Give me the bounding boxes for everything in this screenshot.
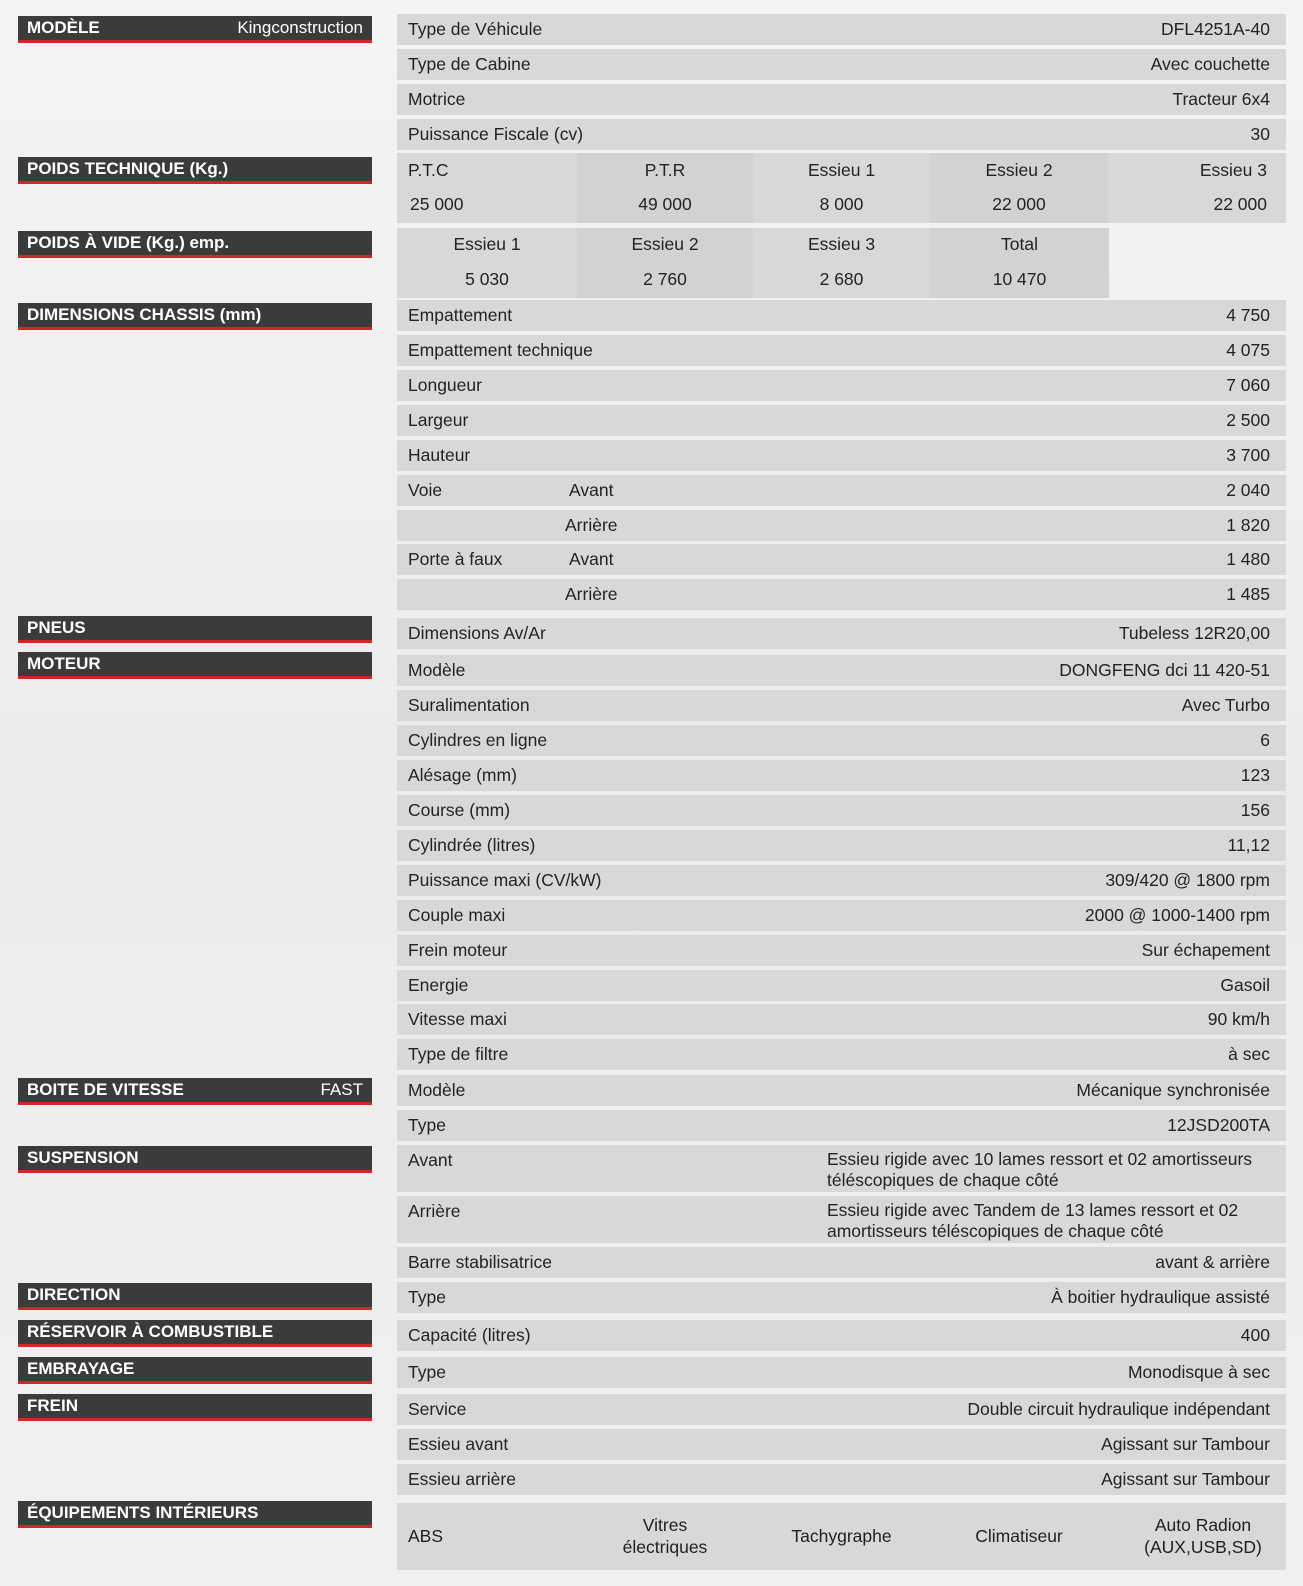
section-header-poids-vide (18, 231, 372, 258)
table-column (930, 228, 1109, 298)
column-header: Essieu 3 (807, 234, 876, 254)
equipment-item (408, 1525, 443, 1547)
spec-label: Energie (408, 975, 469, 995)
spec-value: 156 (1240, 800, 1270, 820)
spec-row (397, 119, 1286, 150)
spec-row (397, 1429, 1286, 1460)
section-title: DIRECTION (27, 1285, 121, 1304)
spec-value: 3 700 (1226, 445, 1270, 465)
section-title: RÉSERVOIR À COMBUSTIBLE (27, 1322, 274, 1341)
spec-value: 7 060 (1226, 375, 1270, 395)
spec-row (397, 900, 1286, 931)
spec-value: Gasoil (1220, 975, 1270, 995)
spec-row-voie-arriere (397, 510, 1286, 541)
spec-value: 400 (1240, 1325, 1270, 1345)
equipements-table (397, 1503, 1286, 1570)
spec-row-voie-avant (397, 475, 1286, 506)
spec-row (397, 725, 1286, 756)
column-value: 2 680 (819, 269, 864, 289)
spec-value: 2 040 (1226, 480, 1270, 500)
spec-label: Type de Cabine (408, 54, 531, 74)
spec-label: Type (408, 1362, 446, 1382)
section-title: SUSPENSION (27, 1148, 139, 1167)
spec-value: Agissant sur Tambour (1101, 1434, 1270, 1454)
section-header-embrayage (18, 1357, 372, 1384)
spec-label: Puissance maxi (CV/kW) (408, 870, 602, 890)
table-column (753, 153, 930, 223)
spec-value: à sec (1228, 1044, 1270, 1064)
spec-row (397, 84, 1286, 115)
equipment-item (930, 1525, 1108, 1547)
spec-label: Modèle (408, 1080, 466, 1100)
spec-label: Longueur (408, 375, 482, 395)
spec-value: avant & arrière (1155, 1252, 1270, 1272)
spec-label: Couple maxi (408, 905, 506, 925)
poids-technique-table (397, 153, 1286, 223)
spec-value: 6 (1260, 730, 1270, 750)
equipment-line: électriques (622, 1537, 708, 1557)
spec-label: Essieu arrière (408, 1469, 516, 1489)
spec-row (397, 49, 1286, 80)
spec-value: Tubeless 12R20,00 (1118, 623, 1270, 643)
spec-label: Type de Véhicule (408, 19, 543, 39)
spec-value: Tracteur 6x4 (1172, 89, 1270, 109)
spec-value: DFL4251A-40 (1161, 19, 1270, 39)
column-header: Essieu 1 (453, 234, 521, 254)
section-title: POIDS TECHNIQUE (Kg.) (27, 159, 229, 178)
spec-value: Avec Turbo (1181, 695, 1270, 715)
column-value: 22 000 (992, 194, 1046, 214)
column-value: 25 000 (410, 194, 464, 214)
spec-row (397, 655, 1286, 686)
spec-value: Avec couchette (1150, 54, 1270, 74)
column-value: 22 000 (1213, 194, 1267, 214)
section-header-moteur (18, 652, 372, 679)
spec-value: 4 075 (1226, 340, 1270, 360)
column-value: 10 470 (992, 269, 1047, 289)
section-title: DIMENSIONS CHASSIS (mm) (27, 305, 262, 324)
spec-value: Double circuit hydraulique indépendant (967, 1399, 1270, 1419)
equipment-line: Climatiseur (975, 1526, 1063, 1546)
spec-value: 309/420 @ 1800 rpm (1105, 870, 1270, 890)
spec-label: Cylindres en ligne (408, 730, 548, 750)
column-header: Total (1001, 234, 1038, 254)
column-value: 2 760 (643, 269, 687, 289)
spec-row (397, 690, 1286, 721)
spec-label: Vitesse maxi (408, 1009, 507, 1029)
section-title: BOITE DE VITESSE (27, 1080, 184, 1099)
column-header: Essieu 1 (807, 160, 876, 180)
spec-row (397, 1464, 1286, 1495)
spec-label: Suralimentation (408, 695, 530, 715)
section-title: PNEUS (27, 618, 86, 637)
spec-label: Cylindrée (litres) (408, 835, 536, 855)
table-column (577, 228, 753, 298)
spec-row (397, 14, 1286, 45)
spec-row (397, 1039, 1286, 1070)
spec-value: 1 485 (1226, 584, 1270, 604)
section-value: FAST (320, 1080, 363, 1099)
spec-label: Frein moteur (408, 940, 508, 960)
spec-row (397, 1357, 1286, 1388)
spec-label: Barre stabilisatrice (408, 1252, 552, 1272)
column-header: Essieu 2 (631, 234, 699, 254)
spec-value: 123 (1240, 765, 1270, 785)
table-column (930, 153, 1108, 223)
spec-value: 30 (1250, 124, 1270, 144)
spec-value: Sur échapement (1141, 940, 1270, 960)
section-header-suspension (18, 1146, 372, 1173)
spec-label: Type de filtre (408, 1044, 509, 1064)
spec-label: Type (408, 1287, 446, 1307)
spec-sublabel: Arrière (565, 515, 618, 535)
spec-sublabel: Avant (569, 480, 614, 500)
section-title: MODÈLE (27, 18, 100, 37)
equipment-item (577, 1514, 753, 1558)
section-header-reservoir (18, 1320, 372, 1347)
spec-value: 2000 @ 1000-1400 rpm (1084, 905, 1270, 925)
equipment-item (753, 1525, 930, 1547)
spec-row (397, 1394, 1286, 1425)
table-column (753, 228, 930, 298)
column-value: 49 000 (638, 194, 692, 214)
spec-label: Puissance Fiscale (cv) (408, 124, 584, 144)
spec-label: Motrice (408, 89, 466, 109)
table-column (1108, 153, 1286, 223)
section-header-dimensions (18, 303, 372, 330)
spec-label: Type (408, 1115, 446, 1135)
spec-row-suspension-avant (397, 1145, 1286, 1192)
column-header: P.T.C (408, 160, 449, 180)
spec-row (397, 335, 1286, 366)
spec-row (397, 440, 1286, 471)
spec-row (397, 300, 1286, 331)
spec-row (397, 830, 1286, 861)
section-header-pneus (18, 616, 372, 643)
equipment-line: Vitres (642, 1515, 688, 1535)
column-value: 5 030 (465, 269, 509, 289)
section-header-direction (18, 1283, 372, 1310)
spec-label: Modèle (408, 660, 466, 680)
spec-row-suspension-arriere (397, 1196, 1286, 1243)
spec-label: Largeur (408, 410, 469, 430)
spec-value: DONGFENG dci 11 420-51 (1059, 660, 1270, 680)
spec-value: 11,12 (1227, 835, 1270, 855)
spec-value: Mécanique synchronisée (1076, 1080, 1270, 1100)
spec-label: Empattement technique (408, 340, 593, 360)
spec-value: 2 500 (1226, 410, 1270, 430)
equipment-line: Auto Radion (1154, 1515, 1252, 1535)
spec-row (397, 1075, 1286, 1106)
spec-label: Porte à faux (408, 549, 503, 569)
spec-row (397, 370, 1286, 401)
spec-row (397, 405, 1286, 436)
spec-row (397, 760, 1286, 791)
section-title: EMBRAYAGE (27, 1359, 135, 1378)
spec-sublabel: Avant (569, 549, 614, 569)
column-header: P.T.R (644, 160, 686, 180)
spec-value: 90 km/h (1207, 1009, 1270, 1029)
table-column (577, 153, 753, 223)
section-header-frein (18, 1394, 372, 1421)
spec-row (397, 795, 1286, 826)
spec-value: À boitier hydraulique assisté (1051, 1287, 1270, 1307)
spec-label: Arrière (408, 1201, 461, 1221)
spec-row (397, 865, 1286, 896)
spec-value: 4 750 (1226, 305, 1270, 325)
spec-label: Empattement (408, 305, 513, 325)
spec-row (397, 1282, 1286, 1313)
section-title: ÉQUIPEMENTS INTÉRIEURS (27, 1503, 259, 1522)
equipment-line: ABS (408, 1526, 444, 1546)
spec-value: Agissant sur Tambour (1101, 1469, 1270, 1489)
spec-value: Essieu rigide avec Tandem de 13 lames ressort et 02 amortisseurs téléscopiques de chaque côté (827, 1200, 1239, 1241)
spec-label: Voie (408, 480, 443, 500)
spec-row (397, 1004, 1286, 1035)
spec-value: 1 480 (1226, 549, 1270, 569)
spec-label: Dimensions Av/Ar (408, 623, 546, 643)
section-header-equipements (18, 1501, 372, 1528)
spec-row (397, 935, 1286, 966)
section-title: FREIN (27, 1396, 78, 1415)
spec-label: Essieu avant (408, 1434, 509, 1454)
spec-row-porte-faux-avant (397, 544, 1286, 575)
spec-label: Course (mm) (408, 800, 511, 820)
section-header-poids-technique (18, 157, 372, 184)
spec-row-porte-faux-arriere (397, 579, 1286, 610)
spec-value: 1 820 (1226, 515, 1270, 535)
spec-label: Avant (408, 1150, 453, 1170)
section-title: MOTEUR (27, 654, 101, 673)
spec-label: Capacité (litres) (408, 1325, 531, 1345)
equipment-line: (AUX,USB,SD) (1144, 1537, 1262, 1557)
column-header: Essieu 3 (1199, 160, 1267, 180)
spec-sublabel: Arrière (565, 584, 618, 604)
spec-row (397, 1110, 1286, 1141)
equipment-line: Tachygraphe (791, 1526, 892, 1546)
spec-row (397, 1247, 1286, 1278)
spec-row (397, 1320, 1286, 1351)
section-header-boite (18, 1078, 372, 1105)
section-header-modele (18, 16, 372, 43)
spec-row (397, 970, 1286, 1001)
section-value: Kingconstruction (237, 18, 363, 37)
poids-vide-table (397, 228, 1109, 298)
column-value: 8 000 (819, 194, 864, 214)
spec-label: Hauteur (408, 445, 471, 465)
column-header: Essieu 2 (985, 160, 1053, 180)
spec-row (397, 618, 1286, 649)
spec-label: Alésage (mm) (408, 765, 517, 785)
table-column (397, 228, 577, 298)
table-column (397, 153, 577, 223)
equipment-item (1123, 1514, 1283, 1558)
spec-value: Essieu rigide avec 10 lames ressort et 02 amortisseurs téléscopiques de chaque côté (827, 1149, 1253, 1190)
spec-value: 12JSD200TA (1167, 1115, 1270, 1135)
section-title: POIDS À VIDE (Kg.) emp. (27, 233, 230, 252)
spec-value: Monodisque à sec (1127, 1362, 1270, 1382)
spec-label: Service (408, 1399, 467, 1419)
